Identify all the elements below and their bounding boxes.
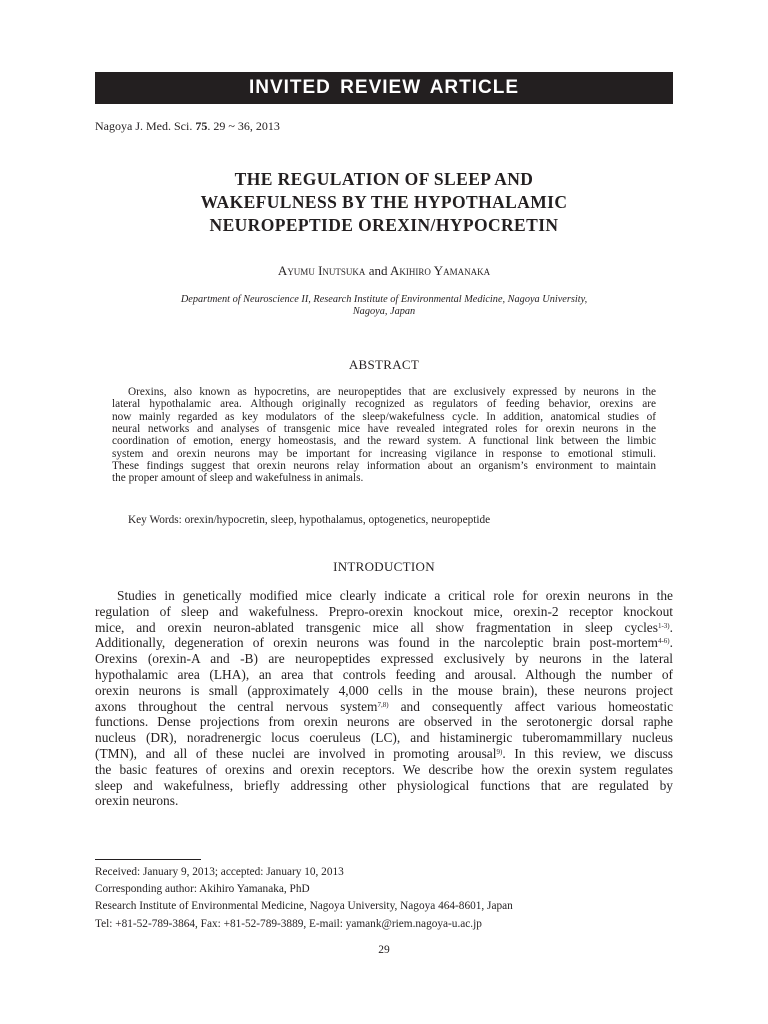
- keywords: Key Words: orexin/hypocretin, sleep, hypothalamus, optogenetics, neuropeptide: [128, 514, 491, 526]
- citation-ref[interactable]: 1-3): [657, 621, 670, 630]
- title-line: THE REGULATION OF SLEEP AND: [234, 169, 534, 189]
- abstract-line: neural networks and analyses of transgenic mice have revealed integrated roles for orexin neurons in the: [112, 423, 656, 436]
- title-line: WAKEFULNESS BY THE HYPOTHALAMIC: [200, 192, 568, 212]
- citation-ref[interactable]: 9): [496, 747, 503, 756]
- footnotes: [95, 864, 673, 933]
- body-line: Orexins (orexin-A and -B) are neuropeptides expressed exclusively by neurons in the lateral: [95, 651, 673, 667]
- citation-ref[interactable]: 4-6): [657, 637, 670, 646]
- affiliation-line: Department of Neuroscience II, Research Institute of Environmental Medicine, Nagoya University,: [180, 294, 588, 305]
- author-list: [95, 263, 673, 279]
- footnote-received: Received: January 9, 2013; accepted: January 10, 2013: [95, 866, 344, 878]
- body-line: Studies in genetically modified mice clearly indicate a critical role for orexin neurons in the: [117, 588, 673, 603]
- article-title: [95, 168, 673, 237]
- journal-volume: 75: [195, 119, 208, 133]
- abstract-line: the proper amount of sleep and wakefulness in animals.: [112, 472, 364, 485]
- author-1: Ayumu Inutsuka: [277, 263, 366, 278]
- footnote-corresponding-author: Corresponding author: Akihiro Yamanaka, PhD: [95, 883, 310, 896]
- journal-name: Nagoya J. Med. Sci.: [95, 119, 193, 133]
- body-line: the basic features of orexins and orexin receptors. We describe how the orexin system regulates: [95, 761, 673, 777]
- abstract-line: Orexins, also known as hypocretins, are neuropeptides that are exclusively expressed by neurons in the: [128, 386, 656, 398]
- body-line: regulation of sleep and wakefulness. Prepro-orexin knockout mice, orexin-2 receptor knockout: [95, 603, 673, 619]
- affiliation-line: Nagoya, Japan: [352, 306, 416, 317]
- body-line: orexin neurons.: [95, 793, 179, 809]
- abstract-line: coordination of emotion, energy homeostasis, and the reward system. A functional link between the limbic: [112, 435, 656, 448]
- body-line: axons throughout the central nervous system$^{7,8)}$ and consequently affect various homeostatic: [95, 698, 674, 714]
- body-line: Additionally, degeneration of orexin neurons was found in the narcoleptic brain post-mortem$^{4-6)}$.: [95, 635, 673, 651]
- author-conjunction: and: [368, 263, 388, 278]
- body-line: mice, and orexin neuron-ablated transgenic mice all show fragmentation in sleep cycles$^{1-3)}$.: [95, 619, 673, 635]
- footnote-divider: [95, 859, 201, 860]
- body-line: functions. Dense projections from orexin neurons are observed in the serotonergic dorsal raphe: [95, 714, 673, 730]
- abstract-line: These findings suggest that orexin neurons relay information about an organism’s environment to maintain: [112, 460, 656, 473]
- title-line: NEUROPEPTIDE OREXIN/HYPOCRETIN: [209, 215, 559, 235]
- body-line: (TMN), and all of these nuclei are involved in promoting arousal$^{9)}$. In this review, we discuss: [95, 745, 673, 761]
- body-line: hypothalamic area (LHA), an area that controls feeding and arousal. Although the number of: [95, 666, 673, 682]
- abstract-line: now mainly regarded as key modulators of the sleep/wakefulness cycle. In addition, anatomical studies of: [112, 410, 656, 423]
- abstract-text: [112, 386, 656, 485]
- body-line: sleep and wakefulness, briefly addressing other physiological functions that are regulated by: [95, 777, 673, 793]
- introduction-heading: INTRODUCTION: [333, 559, 435, 574]
- abstract-line: system and orexin neurons may be important for increasing vigilance in response to emotional stimuli.: [112, 447, 656, 460]
- citation-ref[interactable]: 7,8): [377, 700, 389, 709]
- article-type-banner: INVITED REVIEW ARTICLE: [95, 72, 673, 104]
- author-2: Akihiro Yamanaka: [390, 263, 491, 278]
- footnote-address: Research Institute of Environmental Medicine, Nagoya University, Nagoya 464-8601, Japan: [95, 900, 513, 913]
- abstract-heading: ABSTRACT: [348, 357, 420, 372]
- introduction-text: [95, 588, 673, 809]
- page-number: 29: [378, 944, 390, 956]
- author-affiliation: [110, 294, 658, 318]
- body-line: nucleus (DR), noradrenergic locus coeruleus (LC), and histaminergic tuberomammillary nucleus: [95, 730, 673, 746]
- abstract-line: lateral hypothalamic area. Although originally recognized as regulators of feeding behavior, orexins are: [112, 398, 656, 411]
- body-line: orexin neurons is small (approximately 4,000 cells in the mouse brain), these neurons project: [95, 682, 673, 698]
- journal-citation: Nagoya J. Med. Sci. 75. 29 ~ 36, 2013: [95, 119, 280, 133]
- footnote-contact: Tel: +81-52-789-3864, Fax: +81-52-789-3889, E-mail: yamank@riem.nagoya-u.ac.jp: [95, 917, 482, 930]
- journal-pages: 29 ~ 36, 2013: [213, 119, 280, 133]
